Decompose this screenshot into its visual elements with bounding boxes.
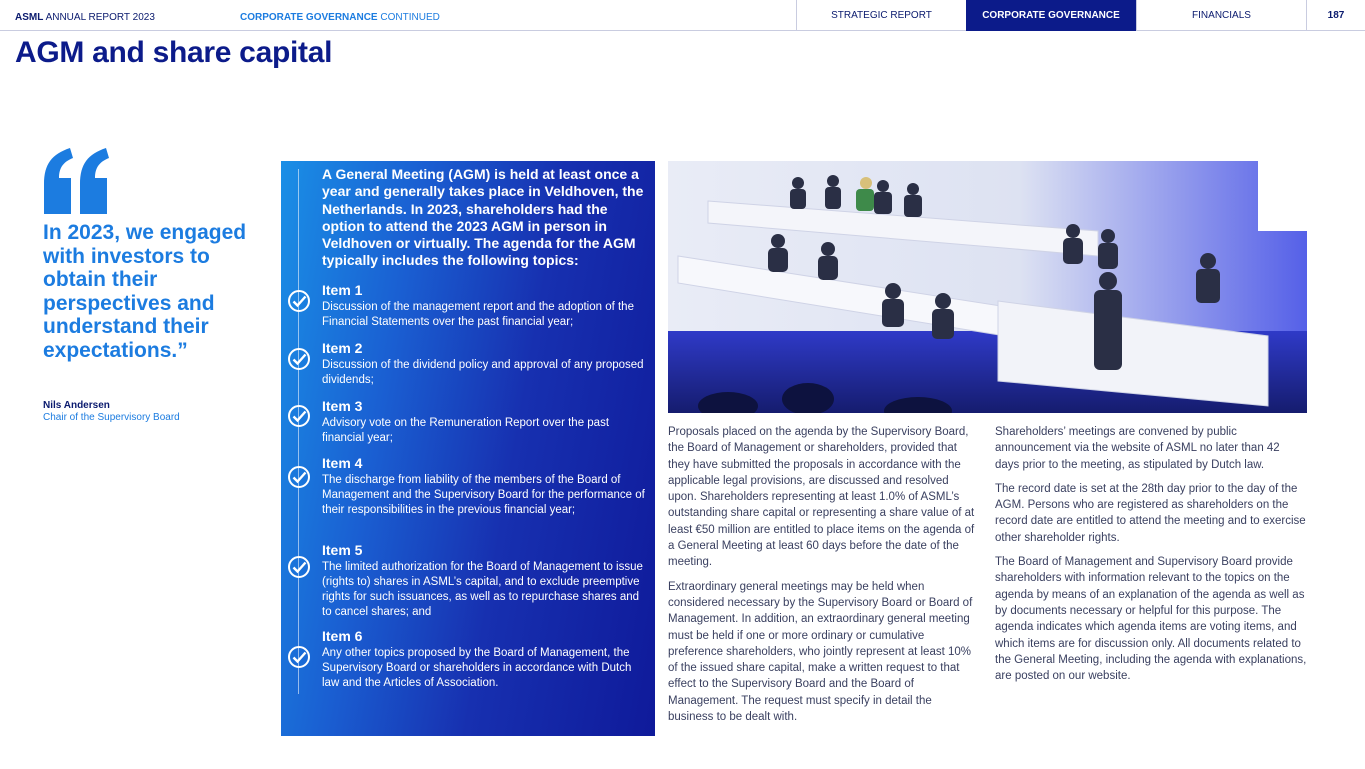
body-paragraph: Extraordinary general meetings may be held when considered necessary by the Supervisory Board or Board of Management. In addition, an extraordinary general meeting must be held if one or more ordinary or cumulative preference shareholders, who jointly represent at least 10% of the issued share capital, make a written request to that effect to the Supervisory Board and the Board of Management. The request must specify in detail the business to be dealt with. — [668, 580, 973, 724]
quote-mark-icon — [42, 140, 112, 220]
agm-intro-text: A General Meeting (AGM) is held at least once a year and generally takes place in Veldhoven, the Netherlands. In 2023, shareholders had the option to attend the 2023 AGM in person in Veldhoven or virtually. The agenda for the AGM typically includes the following topics: — [322, 166, 644, 269]
nav-tab-strategic-report[interactable]: STRATEGIC REPORT — [796, 0, 966, 31]
panel-divider-line — [298, 169, 299, 694]
body-paragraph: The Board of Management and Supervisory Board provide shareholders with information relevant to the topics on the agenda by means of an explanation of the agenda as well as by documents necessary or helpful for this purpose. The agenda indicates which agenda items are voting items, and which items are for discussion only. All documents related to the General Meeting, including the agenda with explanations, are posted on our website. — [995, 556, 1307, 683]
check-circle-icon — [287, 555, 311, 579]
body-paragraph: Shareholders’ meetings are convened by public announcement via the website of ASML no later than 42 days prior to the meeting, as stipulated by Dutch law. — [995, 426, 1280, 471]
pull-quote: In 2023, we engaged with investors to obtain their perspectives and understand their expectations.” — [43, 221, 247, 362]
agenda-item-title: Item 1 — [322, 282, 363, 298]
agenda-item-6 — [322, 628, 648, 691]
report-brand: ASML ANNUAL REPORT 2023 — [15, 12, 155, 23]
agenda-item-title: Item 4 — [322, 455, 363, 471]
agenda-item-1 — [322, 282, 648, 330]
body-paragraph: Proposals placed on the agenda by the Supervisory Board, the Board of Management or shareholders, provided that they have submitted the proposals in accordance with the applicable legal provisions, are discussed and resolved upon. Shareholders representing at least 1.0% of ASML’s outstanding share capital or representing a share value of at least €50 million are entitled to place items on the agenda of a General Meeting at least 60 days before the date of the meeting. — [668, 426, 975, 569]
agenda-item-title: Item 6 — [322, 628, 363, 644]
agenda-item-title: Item 2 — [322, 340, 363, 356]
agenda-item-title: Item 3 — [322, 398, 363, 414]
body-column-2 — [995, 424, 1307, 692]
nav-tab-corporate-governance[interactable]: CORPORATE GOVERNANCE — [966, 0, 1136, 31]
check-circle-icon — [287, 289, 311, 313]
check-circle-icon — [287, 645, 311, 669]
body-column-1 — [668, 424, 980, 733]
agm-agenda-panel — [281, 161, 655, 736]
agenda-item-2 — [322, 340, 648, 388]
body-paragraph: The record date is set at the 28th day prior to the day of the AGM. Persons who are registered as shareholders on the record date are entitled to attend the meeting and to exercise other shareholder rights. — [995, 482, 1306, 544]
agm-meeting-photo — [668, 161, 1307, 413]
nav-tab-financials[interactable]: FINANCIALS — [1136, 0, 1306, 31]
page-number: 187 — [1306, 0, 1365, 31]
agenda-item-5 — [322, 542, 648, 620]
agenda-item-text: The limited authorization for the Board of Management to issue (rights to) shares in ASML’s capital, and to exclude preemptive rights for such issuances, as well as to repurchase shares and to cancel shares; and — [322, 561, 643, 618]
agenda-item-text: Any other topics proposed by the Board of Management, the Supervisory Board or shareholders in accordance with Dutch law and the Articles of Association. — [322, 647, 632, 689]
agenda-item-text: The discharge from liability of the members of the Board of Management and the Supervisory Board for the performance of their responsibilities in the previous financial year; — [322, 474, 645, 516]
agenda-item-3 — [322, 398, 648, 446]
top-bar — [0, 0, 1365, 31]
check-circle-icon — [287, 465, 311, 489]
agenda-item-text: Advisory vote on the Remuneration Report over the past financial year; — [322, 417, 610, 444]
quote-author-name: Nils Andersen — [43, 400, 110, 411]
agenda-item-text: Discussion of the dividend policy and approval of any proposed dividends; — [322, 359, 644, 386]
agenda-item-text: Discussion of the management report and the adoption of the Financial Statements over the past financial year; — [322, 301, 634, 328]
check-circle-icon — [287, 404, 311, 428]
quote-author-role: Chair of the Supervisory Board — [43, 412, 180, 423]
page-title: AGM and share capital — [15, 36, 333, 69]
section-label: CORPORATE GOVERNANCE CONTINUED — [240, 12, 440, 23]
agenda-item-4 — [322, 455, 648, 518]
agenda-item-title: Item 5 — [322, 542, 363, 558]
check-circle-icon — [287, 347, 311, 371]
